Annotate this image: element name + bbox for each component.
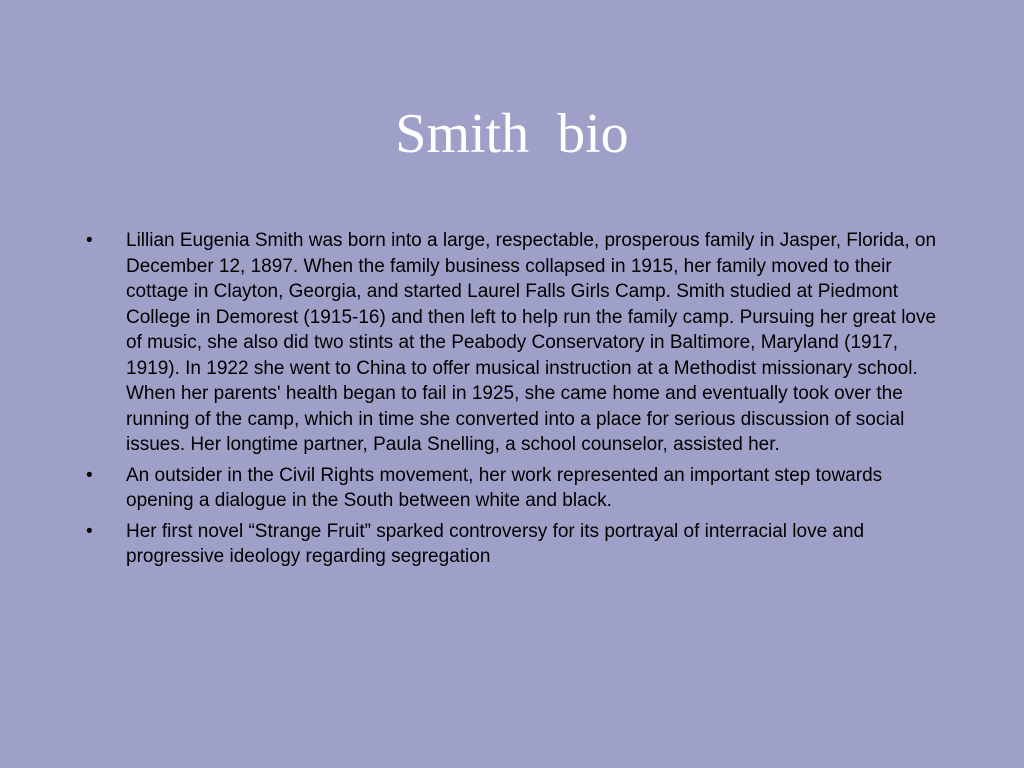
bullet-icon: • <box>86 520 93 542</box>
bullet-item-biography <box>84 228 954 458</box>
bullet-icon: • <box>86 464 93 486</box>
bullet-icon: • <box>86 230 93 251</box>
bullet-item-novel <box>84 519 954 570</box>
bullet-text: An outsider in the Civil Rights movement, her work represented an important step towards opening a dialogue in the South between white and black. <box>126 464 883 511</box>
bullet-item-civil-rights <box>84 463 954 514</box>
bullet-text: Lillian Eugenia Smith was born into a large, respectable, prosperous family in Jasper, Florida, on December 12, 1897. When the family business collapsed in 1915, her family moved to their cottage in Clayton, Georgia, and started Laurel Falls Girls Camp. Smith studied at Piedmont College in Demorest (1915-16) and then left to help run the family camp. Pursuing her great love of music, she also did two stints at the Peabody Conservatory in Baltimore, Maryland (1917, 1919). In 1922 she went to China to offer musical instruction at a Methodist missionary school. When her parents' health began to fail in 1925, she came home and eventually took over the running of the camp, which in time she converted into a place for serious discussion of social issues. Her longtime partner, Paula Snelling, a school counselor, assisted her. <box>126 230 937 455</box>
slide-title: Smith bio <box>395 103 629 165</box>
bullet-text: Her first novel “Strange Fruit” sparked controversy for its portrayal of interracial love and progressive ideology regarding segregation <box>126 520 865 567</box>
bullet-list <box>84 228 954 575</box>
